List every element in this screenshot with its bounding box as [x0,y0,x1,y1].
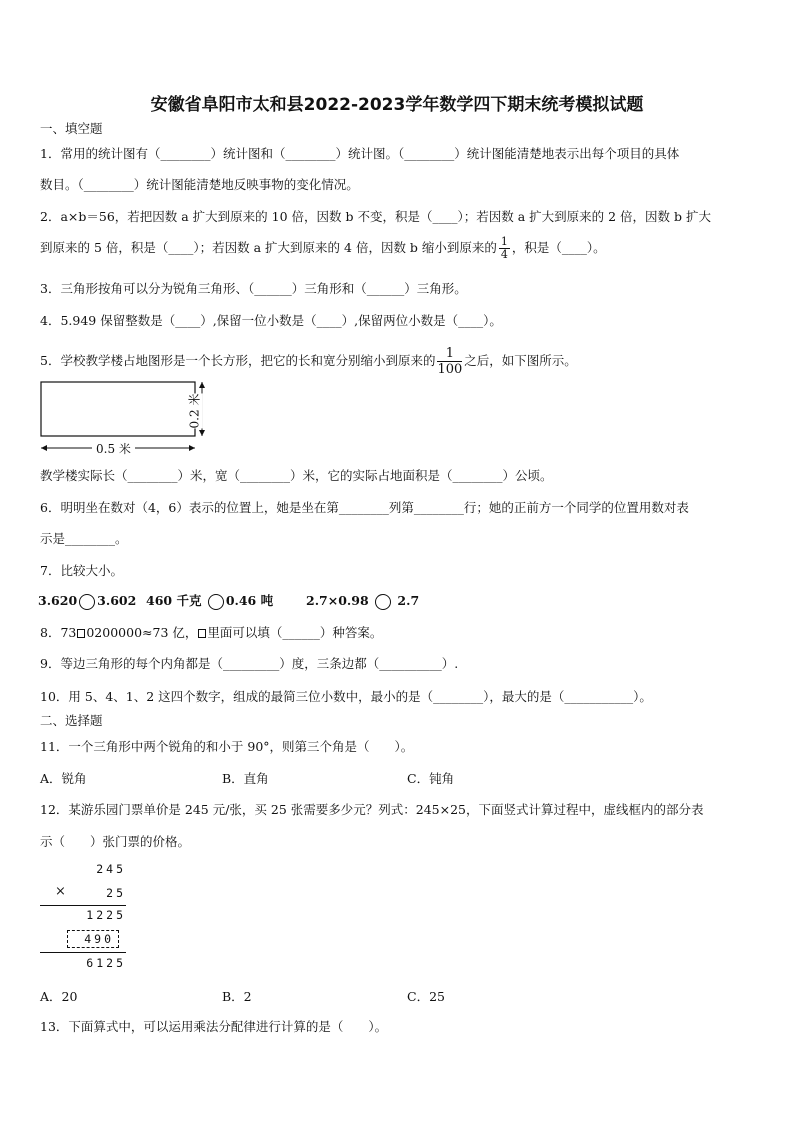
compare-circle-1 [79,594,95,610]
page-title: 安徽省阜阳市太和县2022-2023学年数学四下期末统考模拟试题 [150,95,644,115]
compare-1-right: 3.602 [97,593,137,608]
question-1-line-1: 1．常用的统计图有（________）统计图和（________）统计图。（________）统计图能清楚地表示出每个项目的具体 [40,146,680,161]
question-9: 9．等边三角形的每个内角都是（_________）度，三条边都（__________）. [40,656,459,671]
compare-2-left: 460 千克 [146,593,202,608]
fraction-one-quarter [499,236,510,261]
q11-option-b: B．直角 [222,771,269,786]
question-2-text: 到原来的 5 倍，积是（____）；若因数 a 扩大到原来的 4 倍，因数 b 缩小到原来的 [40,240,497,255]
height-arrow-bottom [199,430,205,436]
section-fill-blank: 一、填空题 [40,121,103,136]
compare-item-1 [38,593,136,610]
dashed-box [67,930,119,948]
width-arrow-right [189,445,195,451]
question-13: 13．下面算式中，可以运用乘法分配律进行计算的是（ ）。 [40,1019,388,1034]
fraction-denominator: 4 [500,248,508,261]
question-6-line-1: 6．明明坐在数对（4，6）表示的位置上，她是坐在第________列第________行；她的正前方一个同学的位置用数对表 [40,500,689,515]
q11-option-c: C．钝角 [407,771,455,786]
question-2-line-2 [40,236,606,261]
fraction-numerator: 1 [500,235,508,248]
vertical-partial-product-1: 1225 [86,908,126,922]
question-11: 11．一个三角形中两个锐角的和小于 90°，则第三个角是（ ）。 [40,739,414,754]
compare-1-left: 3.620 [38,593,78,608]
question-6-line-2: 示是________。 [40,531,128,546]
question-7: 7．比较大小。 [40,563,123,578]
question-3: 3．三角形按角可以分为锐角三角形、（______）三角形和（______）三角形。 [40,281,467,296]
compare-2-right: 0.46 吨 [225,593,274,608]
question-1-line-2: 数目。（________）统计图能清楚地反映事物的变化情况。 [40,177,359,192]
width-arrow-left [41,445,47,451]
q12-option-b: B．2 [222,989,252,1004]
blank-square-icon [198,629,206,638]
question-2-line-1: 2．a×b＝56，若把因数 a 扩大到原来的 10 倍，因数 b 不变，积是（____）；若因数 a 扩大到原来的 2 倍，因数 b 扩大 [40,209,711,224]
section-multiple-choice: 二、选择题 [40,713,103,728]
fraction-numerator: 1 [437,346,462,362]
compare-circle-3 [375,594,391,610]
question-2-tail: ，积是（____）。 [511,240,606,255]
vertical-partial-product-2: 490 [84,932,114,946]
question-8-text: 8．73 [40,625,77,640]
question-4: 4．5.949 保留整数是（____）,保留一位小数是（____）,保留两位小数是（____）。 [40,313,502,328]
compare-item-2 [146,593,273,610]
q11-option-a: A．锐角 [40,771,87,786]
q12-option-a: A．20 [40,989,78,1004]
compare-3-left: 2.7×0.98 [306,593,369,608]
compare-circle-2 [208,594,224,610]
compare-3-right: 2.7 [397,593,420,608]
question-5-tail: 之后，如下图所示。 [464,353,577,368]
question-5-text: 5．学校教学楼占地图形是一个长方形，把它的长和宽分别缩小到原来的 [40,353,436,368]
multiply-sign: × [55,884,66,899]
question-10: 10．用 5、4、1、2 这四个数字，组成的最简三位小数中，最小的是（________），最大的是（___________）。 [40,689,652,704]
question-8-tail: 里面可以填（______）种答案。 [207,625,383,640]
question-12-line-1: 12．某游乐园门票单价是 245 元/张，买 25 张需要多少元？列式：245×25，下面竖式计算过程中，虚线框内的部分表 [40,802,704,817]
question-5-line-1 [40,346,577,377]
height-label: 0.2 米 [187,393,202,429]
blank-square-icon [77,629,85,638]
vertical-rule-1 [40,905,126,906]
vertical-multiplier: 25 [106,886,126,900]
width-label: 0.5 米 [92,441,135,457]
q12-option-c: C．25 [407,989,445,1004]
question-8 [40,625,382,641]
vertical-rule-2 [40,952,126,953]
height-arrow-top [199,382,205,388]
vertical-multiplicand: 245 [96,862,126,876]
rectangle-shape [41,382,195,436]
fraction-denominator: 100 [437,362,463,377]
fraction-one-hundredth [437,346,462,377]
question-12-line-2: 示（ ）张门票的价格。 [40,834,191,849]
vertical-product: 6125 [86,956,126,970]
compare-item-3 [306,593,419,610]
question-8-middle: 0200000≈73 亿， [86,625,198,640]
question-5-line-2: 教学楼实际长（________）米，宽（________）米，它的实际占地面积是（________）公顷。 [40,468,553,483]
